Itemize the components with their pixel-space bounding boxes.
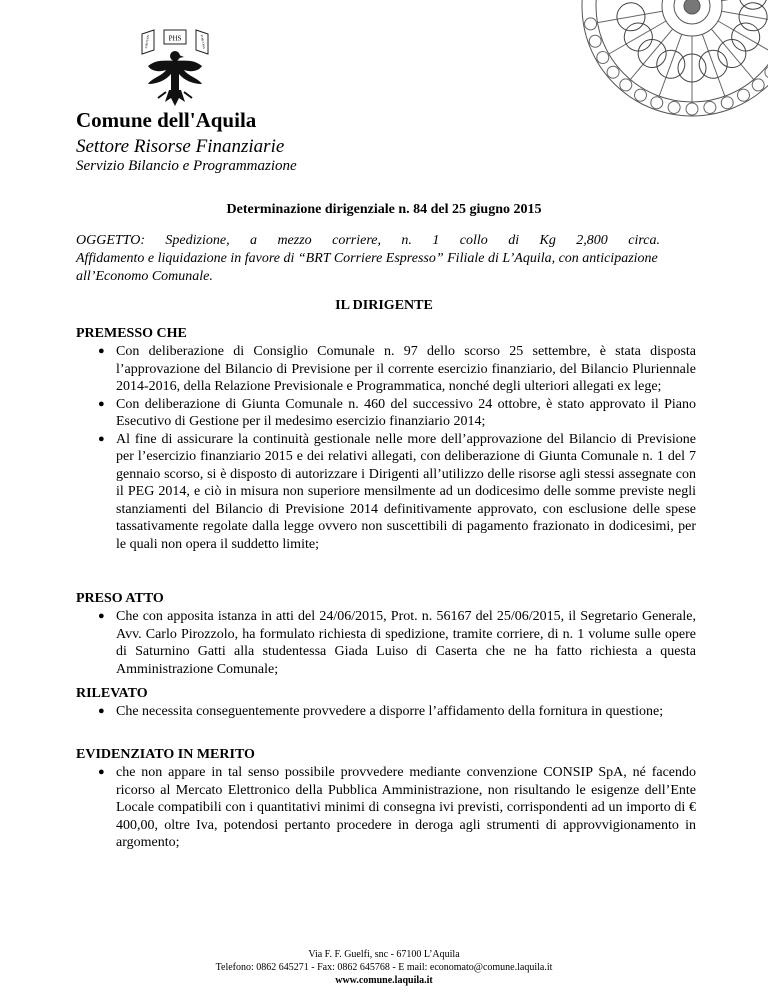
organization-service: Servizio Bilancio e Programmazione [76, 158, 297, 174]
bullet-list [76, 608, 696, 678]
footer-contacts: Telefono: 0862 645271 - Fax: 0862 645768 - E mail: economato@comune.laquila.it [215, 962, 553, 973]
bullet-icon: ● [98, 397, 105, 410]
bullet-icon: ● [98, 766, 105, 778]
determination-title: Determinazione dirigenziale n. 84 del 25 giugno 2015 [226, 202, 542, 217]
list-item [76, 764, 696, 852]
subject-line-rest: Affidamento e liquidazione in favore di “BRT Corriere Espresso” Filiale di L’Aquila, con anticipazione all’Economo Comunale. [76, 251, 658, 284]
heading-dirigente: IL DIRIGENTE [335, 298, 433, 313]
section-title: PREMESSO CHE [76, 326, 187, 341]
bullet-icon: ● [98, 345, 105, 357]
bullet-list [76, 343, 696, 553]
list-item-text: Con deliberazione di Giunta Comunale n. 460 del successivo 24 ottobre, è stato approvato il Piano Esecutivo di Gestione per il medesimo esercizio finanziario 2014; [116, 396, 696, 429]
section-evidenziato [76, 746, 696, 852]
section-title: RILEVATO [76, 686, 148, 701]
footer-website: www.comune.laquila.it [335, 975, 433, 986]
city-crest-eagle-logo [138, 28, 212, 112]
crest-side-text-left: AMITERN [143, 34, 151, 49]
section-title: PRESO ATTO [76, 591, 164, 606]
crest-banner-text: PHS [168, 34, 182, 43]
subject-line-1: OGGETTO: Spedizione, a mezzo corriere, n. 1 collo di Kg 2,800 circa. [76, 233, 660, 248]
list-item [76, 343, 696, 396]
bullet-icon: ● [98, 610, 105, 622]
list-item [76, 431, 696, 554]
list-item-text: Al fine di assicurare la continuità gestionale nelle more dell’approvazione del Bilancio di Previsione per l’esercizio finanziario 2015 e dei relativi allegati, con deliberazione di Giunta Comunale n. 1 del 7 gennaio scorso, si è disposto di autorizzare i Dirigenti all’utilizzo delle risorse agli stessi assegnate con il PEG 2014, e ciò in misura non superiore mensilmente ad un dodicesimo delle somme previste negli stanziamenti del Bilancio di Previsione 2014 definitivamente approvato, con esclusione delle spese tassativamente regolate dalla legge ovvero non suscettibili di pagamento frazionato in dodicesimi, per le quali non opera il suddetto limite; [116, 431, 696, 552]
list-item-text: Con deliberazione di Consiglio Comunale n. 97 dello scorso 25 settembre, è stata disposta l’approvazione del Bilancio di Previsione per il corrente esercizio finanziario, del Bilancio Pluriennale 2014-2016, della Relazione Previsionale e Programmatica, nonché degli ulteriori allegati ex lege; [116, 344, 696, 394]
section-premesso [76, 325, 696, 553]
section-rilevato [76, 685, 696, 721]
footer-address: Via F. F. Guelfi, snc - 67100 L’Aquila [308, 949, 460, 960]
list-item [76, 703, 696, 721]
page-footer [0, 948, 768, 987]
rose-window-decoration [552, 0, 768, 120]
bullet-list [76, 764, 696, 852]
bullet-icon: ● [98, 432, 105, 445]
section-title: EVIDENZIATO IN MERITO [76, 747, 255, 762]
list-item-text: che non appare in tal senso possibile provvedere mediante convenzione CONSIP SpA, né facendo ricorso al Mercato Elettronico della Pubblica Amministrazione, non risultando le esigenze dell’Ente Locale compatibili con i quantitativi minimi di consegna ivi previsti, corrispondenti ad un importo di € 400,00, oltre Iva, potendosi pertanto procedere in deroga agli strumenti di approvvigionamento in argomento; [116, 765, 696, 850]
bullet-list [76, 703, 696, 721]
subject-paragraph [76, 232, 660, 286]
organization-name: Comune dell'Aquila [76, 108, 257, 132]
list-item-text: Che con apposita istanza in atti del 24/06/2015, Prot. n. 56167 del 25/06/2015, il Segretario Generale, Avv. Carlo Pirozzolo, ha formulato richiesta di spedizione, tramite corriere, di n. 1 volume sulle opere di Saturnino Gatti alla studentessa Giada Luiso di Caserta che ne ha fatto richiesta a questa Amministrazione Comunale; [116, 609, 696, 677]
list-item [76, 396, 696, 431]
list-item-text: Che necessita conseguentemente provvedere a disporre l’affidamento della fornitura in questione; [116, 704, 664, 719]
bullet-icon: ● [98, 705, 105, 717]
organization-sector: Settore Risorse Finanziarie [76, 136, 285, 157]
section-preso-atto [76, 590, 696, 678]
crest-side-text-right: FORCONA [199, 34, 207, 50]
list-item [76, 608, 696, 678]
